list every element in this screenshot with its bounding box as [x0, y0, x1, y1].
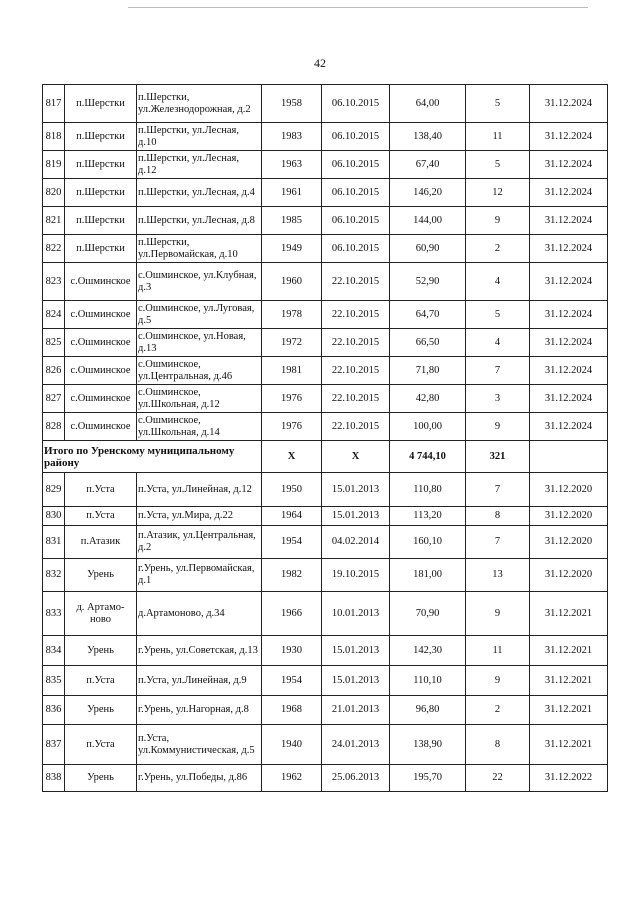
cell-deadline: 31.12.2024: [530, 329, 608, 357]
cell-people: 9: [466, 592, 530, 636]
cell-addr: с.Ошминское, ул.Школьная, д.12: [137, 385, 262, 413]
cell-date: 22.10.2015: [322, 413, 390, 441]
table-row: [43, 473, 608, 507]
cell-place: Урень: [65, 636, 137, 666]
cell-deadline: 31.12.2024: [530, 263, 608, 301]
cell-place: с.Ошминское: [65, 263, 137, 301]
cell-num: 822: [43, 235, 65, 263]
table-row: [43, 85, 608, 123]
cell-area: 42,80: [390, 385, 466, 413]
cell-addr: п.Уста, ул.Линейная, д.12: [137, 473, 262, 507]
cell-deadline: 31.12.2024: [530, 413, 608, 441]
cell-people: 11: [466, 636, 530, 666]
table-row: [43, 507, 608, 526]
cell-date: 15.01.2013: [322, 473, 390, 507]
cell-addr: г.Урень, ул.Первомайская, д.1: [137, 559, 262, 592]
cell-area: 160,10: [390, 526, 466, 559]
cell-area: 100,00: [390, 413, 466, 441]
cell-addr: п.Шерстки, ул.Лесная, д.8: [137, 207, 262, 235]
table-section-a: [43, 85, 608, 441]
cell-place: Урень: [65, 765, 137, 792]
cell-year: 1985: [262, 207, 322, 235]
cell-year: 1966: [262, 592, 322, 636]
cell-num: 823: [43, 263, 65, 301]
cell-addr: с.Ошминское, ул.Центральная, д.46: [137, 357, 262, 385]
cell-year: 1981: [262, 357, 322, 385]
cell-people: 5: [466, 85, 530, 123]
cell-date: 15.01.2013: [322, 666, 390, 696]
cell-date: 21.01.2013: [322, 696, 390, 725]
cell-addr: п.Уста, ул.Линейная, д.9: [137, 666, 262, 696]
cell-date: 04.02.2014: [322, 526, 390, 559]
cell-area: 195,70: [390, 765, 466, 792]
cell-addr: п.Шерстки, ул.Лесная, д.12: [137, 151, 262, 179]
cell-date: 06.10.2015: [322, 179, 390, 207]
cell-num: 819: [43, 151, 65, 179]
cell-addr: г.Урень, ул.Советская, д.13: [137, 636, 262, 666]
total-x1: Х: [262, 441, 322, 473]
cell-year: 1950: [262, 473, 322, 507]
cell-place: с.Ошминское: [65, 301, 137, 329]
cell-deadline: 31.12.2021: [530, 725, 608, 765]
cell-deadline: 31.12.2021: [530, 636, 608, 666]
cell-place: п.Шерстки: [65, 235, 137, 263]
cell-date: 06.10.2015: [322, 235, 390, 263]
cell-year: 1968: [262, 696, 322, 725]
cell-num: 824: [43, 301, 65, 329]
cell-date: 22.10.2015: [322, 385, 390, 413]
cell-num: 817: [43, 85, 65, 123]
cell-year: 1982: [262, 559, 322, 592]
cell-num: 833: [43, 592, 65, 636]
cell-area: 52,90: [390, 263, 466, 301]
cell-num: 831: [43, 526, 65, 559]
cell-people: 5: [466, 151, 530, 179]
table-row: [43, 413, 608, 441]
cell-deadline: 31.12.2024: [530, 179, 608, 207]
cell-deadline: 31.12.2020: [530, 526, 608, 559]
total-row: [43, 441, 608, 473]
cell-place: Урень: [65, 696, 137, 725]
cell-area: 67,40: [390, 151, 466, 179]
cell-people: 5: [466, 301, 530, 329]
table-row: [43, 263, 608, 301]
cell-num: 825: [43, 329, 65, 357]
table-row: [43, 151, 608, 179]
table-row: [43, 385, 608, 413]
table-row: [43, 207, 608, 235]
cell-addr: п.Шерстки, ул.Лесная, д.10: [137, 123, 262, 151]
cell-place: с.Ошминское: [65, 413, 137, 441]
cell-people: 2: [466, 235, 530, 263]
total-area: 4 744,10: [390, 441, 466, 473]
cell-place: п.Уста: [65, 725, 137, 765]
cell-num: 828: [43, 413, 65, 441]
cell-date: 22.10.2015: [322, 357, 390, 385]
cell-area: 96,80: [390, 696, 466, 725]
cell-addr: п.Уста, ул.Мира, д.22: [137, 507, 262, 526]
cell-date: 22.10.2015: [322, 263, 390, 301]
cell-addr: п.Шерстки, ул.Железнодорожная, д.2: [137, 85, 262, 123]
cell-area: 64,00: [390, 85, 466, 123]
cell-date: 24.01.2013: [322, 725, 390, 765]
cell-deadline: 31.12.2024: [530, 207, 608, 235]
cell-place: с.Ошминское: [65, 357, 137, 385]
cell-addr: д.Артамоново, д.34: [137, 592, 262, 636]
cell-people: 22: [466, 765, 530, 792]
cell-num: 827: [43, 385, 65, 413]
cell-place: п.Шерстки: [65, 179, 137, 207]
table-row: [43, 526, 608, 559]
cell-area: 144,00: [390, 207, 466, 235]
cell-area: 113,20: [390, 507, 466, 526]
table-row: [43, 725, 608, 765]
cell-area: 181,00: [390, 559, 466, 592]
cell-num: 836: [43, 696, 65, 725]
cell-area: 110,80: [390, 473, 466, 507]
total-deadline: [530, 441, 608, 473]
cell-num: 835: [43, 666, 65, 696]
table-row: [43, 329, 608, 357]
cell-people: 9: [466, 413, 530, 441]
cell-num: 821: [43, 207, 65, 235]
cell-place: п.Уста: [65, 473, 137, 507]
cell-num: 826: [43, 357, 65, 385]
cell-year: 1961: [262, 179, 322, 207]
cell-num: 830: [43, 507, 65, 526]
cell-deadline: 31.12.2024: [530, 301, 608, 329]
cell-place: с.Ошминское: [65, 385, 137, 413]
housing-register-table: [42, 84, 608, 792]
cell-area: 138,90: [390, 725, 466, 765]
table-row: [43, 179, 608, 207]
cell-year: 1972: [262, 329, 322, 357]
table-row: [43, 357, 608, 385]
cell-deadline: 31.12.2022: [530, 765, 608, 792]
cell-people: 12: [466, 179, 530, 207]
cell-people: 13: [466, 559, 530, 592]
cell-people: 2: [466, 696, 530, 725]
cell-date: 06.10.2015: [322, 151, 390, 179]
cell-year: 1940: [262, 725, 322, 765]
table-section-b: [43, 473, 608, 792]
cell-year: 1958: [262, 85, 322, 123]
cell-deadline: 31.12.2021: [530, 666, 608, 696]
cell-year: 1978: [262, 301, 322, 329]
cell-year: 1983: [262, 123, 322, 151]
cell-addr: с.Ошминское, ул.Новая, д.13: [137, 329, 262, 357]
total-x2: Х: [322, 441, 390, 473]
cell-people: 3: [466, 385, 530, 413]
cell-people: 4: [466, 263, 530, 301]
table-row: [43, 696, 608, 725]
cell-deadline: 31.12.2024: [530, 151, 608, 179]
cell-date: 06.10.2015: [322, 207, 390, 235]
cell-area: 142,30: [390, 636, 466, 666]
cell-area: 110,10: [390, 666, 466, 696]
cell-area: 70,90: [390, 592, 466, 636]
table-row: [43, 666, 608, 696]
cell-place: п.Шерстки: [65, 151, 137, 179]
cell-addr: г.Урень, ул.Победы, д.86: [137, 765, 262, 792]
table-row: [43, 636, 608, 666]
cell-date: 25.06.2013: [322, 765, 390, 792]
cell-deadline: 31.12.2021: [530, 592, 608, 636]
cell-deadline: 31.12.2020: [530, 473, 608, 507]
cell-place: Урень: [65, 559, 137, 592]
cell-area: 138,40: [390, 123, 466, 151]
cell-addr: п.Шерстки, ул.Лесная, д.4: [137, 179, 262, 207]
cell-num: 820: [43, 179, 65, 207]
cell-date: 15.01.2013: [322, 636, 390, 666]
cell-addr: с.Ошминское, ул.Клубная, д.3: [137, 263, 262, 301]
cell-place: д. Артамо-ново: [65, 592, 137, 636]
cell-people: 8: [466, 725, 530, 765]
cell-people: 7: [466, 526, 530, 559]
cell-year: 1949: [262, 235, 322, 263]
cell-addr: с.Ошминское, ул.Луговая, д.5: [137, 301, 262, 329]
cell-date: 06.10.2015: [322, 123, 390, 151]
cell-deadline: 31.12.2020: [530, 507, 608, 526]
cell-num: 818: [43, 123, 65, 151]
cell-people: 7: [466, 473, 530, 507]
cell-date: 06.10.2015: [322, 85, 390, 123]
cell-deadline: 31.12.2024: [530, 85, 608, 123]
total-label: Итого по Уренскому муниципальному району: [43, 441, 262, 473]
table-row: [43, 235, 608, 263]
page-number: 42: [314, 56, 326, 70]
cell-area: 60,90: [390, 235, 466, 263]
cell-year: 1976: [262, 413, 322, 441]
table-row: [43, 592, 608, 636]
cell-area: 146,20: [390, 179, 466, 207]
cell-year: 1976: [262, 385, 322, 413]
cell-addr: п.Уста, ул.Коммунистическая, д.5: [137, 725, 262, 765]
cell-year: 1963: [262, 151, 322, 179]
cell-people: 9: [466, 207, 530, 235]
cell-date: 22.10.2015: [322, 301, 390, 329]
cell-deadline: 31.12.2024: [530, 385, 608, 413]
table-row: [43, 559, 608, 592]
cell-people: 7: [466, 357, 530, 385]
cell-date: 22.10.2015: [322, 329, 390, 357]
table-section-total: [43, 441, 608, 473]
cell-deadline: 31.12.2024: [530, 357, 608, 385]
cell-num: 838: [43, 765, 65, 792]
total-people: 321: [466, 441, 530, 473]
cell-area: 71,80: [390, 357, 466, 385]
scan-edge-line: [128, 7, 588, 8]
cell-year: 1960: [262, 263, 322, 301]
cell-num: 834: [43, 636, 65, 666]
cell-place: п.Шерстки: [65, 85, 137, 123]
cell-place: п.Шерстки: [65, 207, 137, 235]
cell-people: 11: [466, 123, 530, 151]
table-row: [43, 301, 608, 329]
cell-year: 1954: [262, 666, 322, 696]
cell-place: п.Уста: [65, 666, 137, 696]
cell-place: п.Атазик: [65, 526, 137, 559]
cell-addr: с.Ошминское, ул.Школьная, д.14: [137, 413, 262, 441]
table-row: [43, 765, 608, 792]
cell-year: 1954: [262, 526, 322, 559]
cell-people: 9: [466, 666, 530, 696]
cell-year: 1964: [262, 507, 322, 526]
cell-year: 1962: [262, 765, 322, 792]
cell-addr: п.Атазик, ул.Центральная, д.2: [137, 526, 262, 559]
cell-num: 829: [43, 473, 65, 507]
table-row: [43, 123, 608, 151]
cell-num: 837: [43, 725, 65, 765]
cell-deadline: 31.12.2024: [530, 123, 608, 151]
cell-deadline: 31.12.2021: [530, 696, 608, 725]
cell-deadline: 31.12.2020: [530, 559, 608, 592]
cell-place: с.Ошминское: [65, 329, 137, 357]
cell-date: 10.01.2013: [322, 592, 390, 636]
cell-area: 66,50: [390, 329, 466, 357]
cell-people: 8: [466, 507, 530, 526]
cell-addr: г.Урень, ул.Нагорная, д.8: [137, 696, 262, 725]
cell-area: 64,70: [390, 301, 466, 329]
cell-num: 832: [43, 559, 65, 592]
cell-year: 1930: [262, 636, 322, 666]
cell-addr: п.Шерстки, ул.Первомайская, д.10: [137, 235, 262, 263]
cell-place: п.Уста: [65, 507, 137, 526]
cell-deadline: 31.12.2024: [530, 235, 608, 263]
cell-place: п.Шерстки: [65, 123, 137, 151]
cell-people: 4: [466, 329, 530, 357]
cell-date: 15.01.2013: [322, 507, 390, 526]
cell-date: 19.10.2015: [322, 559, 390, 592]
